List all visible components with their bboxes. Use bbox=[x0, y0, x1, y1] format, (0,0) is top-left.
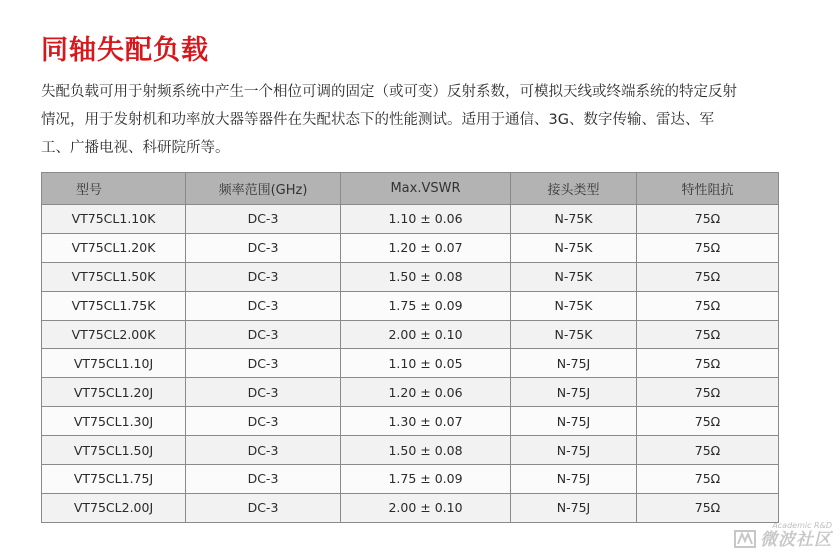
microwave-logo-icon bbox=[734, 528, 756, 550]
header-impedance: 特性阻抗 bbox=[637, 173, 779, 205]
cell-model: VT75CL1.10K bbox=[42, 205, 186, 234]
table-row bbox=[42, 320, 779, 349]
table-row bbox=[42, 465, 779, 494]
cell-vswr: 2.00 ± 0.10 bbox=[341, 493, 511, 522]
cell-model: VT75CL2.00K bbox=[42, 320, 186, 349]
cell-impedance: 75Ω bbox=[637, 349, 779, 378]
table-row bbox=[42, 378, 779, 407]
cell-vswr: 1.50 ± 0.08 bbox=[341, 436, 511, 465]
cell-impedance: 75Ω bbox=[637, 205, 779, 234]
cell-vswr: 1.20 ± 0.06 bbox=[341, 378, 511, 407]
cell-frequency: DC-3 bbox=[186, 233, 341, 262]
cell-model: VT75CL1.75K bbox=[42, 291, 186, 320]
cell-impedance: 75Ω bbox=[637, 407, 779, 436]
cell-model: VT75CL1.30J bbox=[42, 407, 186, 436]
cell-connector: N-75J bbox=[511, 465, 637, 494]
cell-frequency: DC-3 bbox=[186, 320, 341, 349]
cell-connector: N-75K bbox=[511, 291, 637, 320]
cell-frequency: DC-3 bbox=[186, 349, 341, 378]
cell-frequency: DC-3 bbox=[186, 291, 341, 320]
header-model: 型号 bbox=[42, 173, 186, 205]
intro-line: 工、广播电视、科研院所等。 bbox=[41, 140, 230, 156]
cell-model: VT75CL1.75J bbox=[42, 465, 186, 494]
header-connector: 接头类型 bbox=[511, 173, 637, 205]
cell-vswr: 1.10 ± 0.05 bbox=[341, 349, 511, 378]
cell-vswr: 1.75 ± 0.09 bbox=[341, 291, 511, 320]
table-row bbox=[42, 407, 779, 436]
cell-impedance: 75Ω bbox=[637, 465, 779, 494]
cell-frequency: DC-3 bbox=[186, 378, 341, 407]
table-row bbox=[42, 233, 779, 262]
cell-impedance: 75Ω bbox=[637, 493, 779, 522]
cell-connector: N-75K bbox=[511, 262, 637, 291]
intro-paragraph bbox=[41, 78, 786, 162]
cell-frequency: DC-3 bbox=[186, 205, 341, 234]
page-title: 同轴失配负载 bbox=[41, 35, 209, 66]
cell-model: VT75CL1.20K bbox=[42, 233, 186, 262]
cell-vswr: 2.00 ± 0.10 bbox=[341, 320, 511, 349]
intro-line: 失配负载可用于射频系统中产生一个相位可调的固定（或可变）反射系数，可模拟天线或终端系统的特定反射 bbox=[41, 84, 737, 100]
watermark-title: 微波社区 bbox=[760, 530, 832, 550]
table-row bbox=[42, 205, 779, 234]
watermark bbox=[734, 521, 832, 550]
cell-model: VT75CL1.50K bbox=[42, 262, 186, 291]
cell-connector: N-75K bbox=[511, 233, 637, 262]
header-vswr: Max.VSWR bbox=[341, 173, 511, 205]
table-header-row bbox=[42, 173, 779, 205]
cell-impedance: 75Ω bbox=[637, 262, 779, 291]
cell-connector: N-75J bbox=[511, 349, 637, 378]
cell-connector: N-75K bbox=[511, 205, 637, 234]
table-row bbox=[42, 291, 779, 320]
cell-model: VT75CL2.00J bbox=[42, 493, 186, 522]
spec-table bbox=[41, 172, 779, 523]
cell-model: VT75CL1.50J bbox=[42, 436, 186, 465]
intro-line: 情况，用于发射机和功率放大器等器件在失配状态下的性能测试。适用于通信、3G、数字传输、雷达、军 bbox=[41, 112, 714, 128]
table-body bbox=[42, 205, 779, 523]
watermark-subtitle: Academic R&D bbox=[772, 521, 832, 530]
cell-frequency: DC-3 bbox=[186, 493, 341, 522]
cell-connector: N-75J bbox=[511, 407, 637, 436]
table-row bbox=[42, 349, 779, 378]
cell-vswr: 1.75 ± 0.09 bbox=[341, 465, 511, 494]
cell-model: VT75CL1.20J bbox=[42, 378, 186, 407]
cell-frequency: DC-3 bbox=[186, 465, 341, 494]
cell-vswr: 1.50 ± 0.08 bbox=[341, 262, 511, 291]
cell-connector: N-75J bbox=[511, 493, 637, 522]
cell-vswr: 1.10 ± 0.06 bbox=[341, 205, 511, 234]
cell-impedance: 75Ω bbox=[637, 291, 779, 320]
cell-impedance: 75Ω bbox=[637, 233, 779, 262]
cell-connector: N-75K bbox=[511, 320, 637, 349]
table-row bbox=[42, 436, 779, 465]
cell-impedance: 75Ω bbox=[637, 436, 779, 465]
cell-connector: N-75J bbox=[511, 378, 637, 407]
table-row bbox=[42, 493, 779, 522]
cell-impedance: 75Ω bbox=[637, 320, 779, 349]
cell-impedance: 75Ω bbox=[637, 378, 779, 407]
cell-connector: N-75J bbox=[511, 436, 637, 465]
cell-frequency: DC-3 bbox=[186, 436, 341, 465]
cell-frequency: DC-3 bbox=[186, 407, 341, 436]
table-row bbox=[42, 262, 779, 291]
cell-vswr: 1.20 ± 0.07 bbox=[341, 233, 511, 262]
cell-frequency: DC-3 bbox=[186, 262, 341, 291]
cell-model: VT75CL1.10J bbox=[42, 349, 186, 378]
header-frequency: 频率范围(GHz) bbox=[186, 173, 341, 205]
cell-vswr: 1.30 ± 0.07 bbox=[341, 407, 511, 436]
